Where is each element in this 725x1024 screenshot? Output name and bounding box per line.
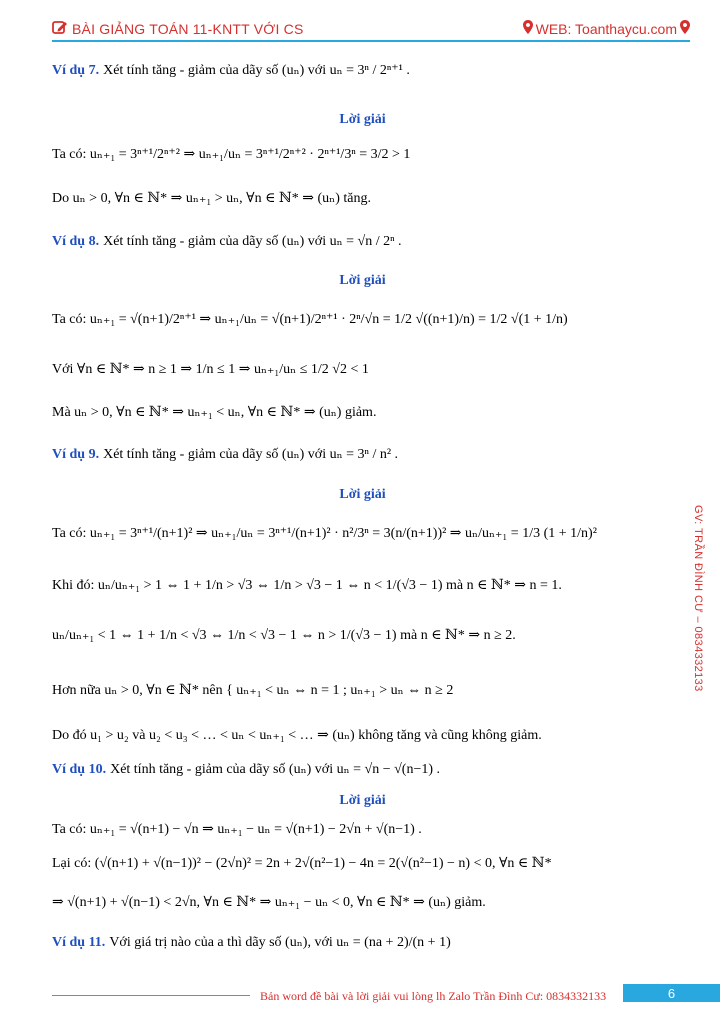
header-website[interactable]: WEB: Toanthaycu.com bbox=[535, 20, 677, 37]
solution-line: Mà uₙ > 0, ∀n ∈ ℕ* ⇒ uₙ₊₁ < uₙ, ∀n ∈ ℕ* ⇒ (uₙ) giảm. bbox=[52, 405, 377, 420]
solution-title: Lời giải bbox=[339, 793, 386, 808]
example-text: Xét tính tăng - giảm của dãy số (uₙ) với uₙ = 3ⁿ / 2ⁿ⁺¹ . bbox=[103, 63, 410, 78]
example-9-statement bbox=[52, 446, 398, 463]
example-text: Xét tính tăng - giảm của dãy số (uₙ) với uₙ = √n / 2ⁿ . bbox=[103, 234, 402, 249]
solution-line: Do uₙ > 0, ∀n ∈ ℕ* ⇒ uₙ₊₁ > uₙ, ∀n ∈ ℕ* ⇒ (uₙ) tăng. bbox=[52, 191, 372, 206]
header-title: BÀI GIẢNG TOÁN 11-KNTT VỚI CS bbox=[72, 20, 304, 37]
edit-icon bbox=[52, 20, 68, 37]
solution-line: Ta có: uₙ₊₁ = 3ⁿ⁺¹/2ⁿ⁺² ⇒ uₙ₊₁/uₙ = 3ⁿ⁺¹/2ⁿ⁺² · 2ⁿ⁺¹/3ⁿ = 3/2 > 1 bbox=[52, 147, 411, 162]
example-8-statement bbox=[52, 233, 402, 250]
solution-title: Lời giải bbox=[339, 112, 386, 127]
footer-note: Bản word đề bài và lời giải vui lòng lh Zalo Trần Đình Cư: 0834332133 bbox=[260, 989, 607, 1003]
solution-line: uₙ/uₙ₊₁ < 1 ⇔ 1 + 1/n < √3 ⇔ 1/n < √3 − 1 ⇔ n > 1/(√3 − 1) mà n ∈ ℕ* ⇒ n ≥ 2. bbox=[52, 628, 516, 643]
solution-title: Lời giải bbox=[339, 273, 386, 288]
example-label: Ví dụ 11. bbox=[52, 934, 106, 950]
footer-divider bbox=[52, 995, 250, 996]
map-pin-icon bbox=[680, 20, 690, 37]
solution-line: ⇒ √(n+1) + √(n−1) < 2√n, ∀n ∈ ℕ* ⇒ uₙ₊₁ − uₙ < 0, ∀n ∈ ℕ* ⇒ (uₙ) giảm. bbox=[52, 895, 486, 910]
example-label: Ví dụ 7. bbox=[52, 62, 100, 78]
solution-title: Lời giải bbox=[339, 487, 386, 502]
example-label: Ví dụ 10. bbox=[52, 761, 107, 777]
solution-line: Hơn nữa uₙ > 0, ∀n ∈ ℕ* nên { uₙ₊₁ < uₙ ⇔ n = 1 ; uₙ₊₁ > uₙ ⇔ n ≥ 2 bbox=[52, 683, 454, 698]
solution-line: Do đó u₁ > u₂ và u₂ < u₃ < … < uₙ < uₙ₊₁ < … ⇒ (uₙ) không tăng và cũng không giảm. bbox=[52, 728, 542, 743]
solution-line: Ta có: uₙ₊₁ = √(n+1)/2ⁿ⁺¹ ⇒ uₙ₊₁/uₙ = √(n+1)/2ⁿ⁺¹ · 2ⁿ/√n = 1/2 √((n+1)/n) = 1/2 √(1 + 1/n) bbox=[52, 312, 568, 327]
header-right bbox=[523, 20, 690, 37]
page-header bbox=[52, 20, 690, 42]
map-pin-icon bbox=[523, 20, 533, 37]
solution-line: Với ∀n ∈ ℕ* ⇒ n ≥ 1 ⇒ 1/n ≤ 1 ⇒ uₙ₊₁/uₙ ≤ 1/2 √2 < 1 bbox=[52, 362, 369, 377]
solution-line: Ta có: uₙ₊₁ = √(n+1) − √n ⇒ uₙ₊₁ − uₙ = √(n+1) − 2√n + √(n−1) . bbox=[52, 822, 422, 837]
solution-line: Lại có: (√(n+1) + √(n−1))² − (2√n)² = 2n + 2√(n²−1) − 4n = 2(√(n²−1) − n) < 0, ∀n ∈ ℕ* bbox=[52, 856, 552, 871]
example-11-statement bbox=[52, 934, 451, 951]
example-text: Xét tính tăng - giảm của dãy số (uₙ) với uₙ = √n − √(n−1) . bbox=[110, 762, 441, 777]
header-left bbox=[52, 20, 304, 37]
author-side-label: GV: TRẦN ĐÌNH CƯ – 0834332133 bbox=[692, 505, 704, 692]
header-divider bbox=[52, 40, 690, 42]
example-text: Với giá trị nào của a thì dãy số (uₙ), với uₙ = (na + 2)/(n + 1) bbox=[109, 935, 451, 950]
example-10-statement bbox=[52, 761, 440, 778]
example-label: Ví dụ 8. bbox=[52, 233, 100, 249]
solution-line: Khi đó: uₙ/uₙ₊₁ > 1 ⇔ 1 + 1/n > √3 ⇔ 1/n > √3 − 1 ⇔ n < 1/(√3 − 1) mà n ∈ ℕ* ⇒ n = 1. bbox=[52, 578, 562, 593]
page-number: 6 bbox=[623, 984, 720, 1002]
example-label: Ví dụ 9. bbox=[52, 446, 100, 462]
solution-line: Ta có: uₙ₊₁ = 3ⁿ⁺¹/(n+1)² ⇒ uₙ₊₁/uₙ = 3ⁿ⁺¹/(n+1)² · n²/3ⁿ = 3(n/(n+1))² ⇒ uₙ/uₙ₊₁ = 1/3 (1 + 1/n)² bbox=[52, 526, 597, 541]
example-text: Xét tính tăng - giảm của dãy số (uₙ) với uₙ = 3ⁿ / n² . bbox=[103, 447, 399, 462]
example-7-statement bbox=[52, 62, 410, 79]
